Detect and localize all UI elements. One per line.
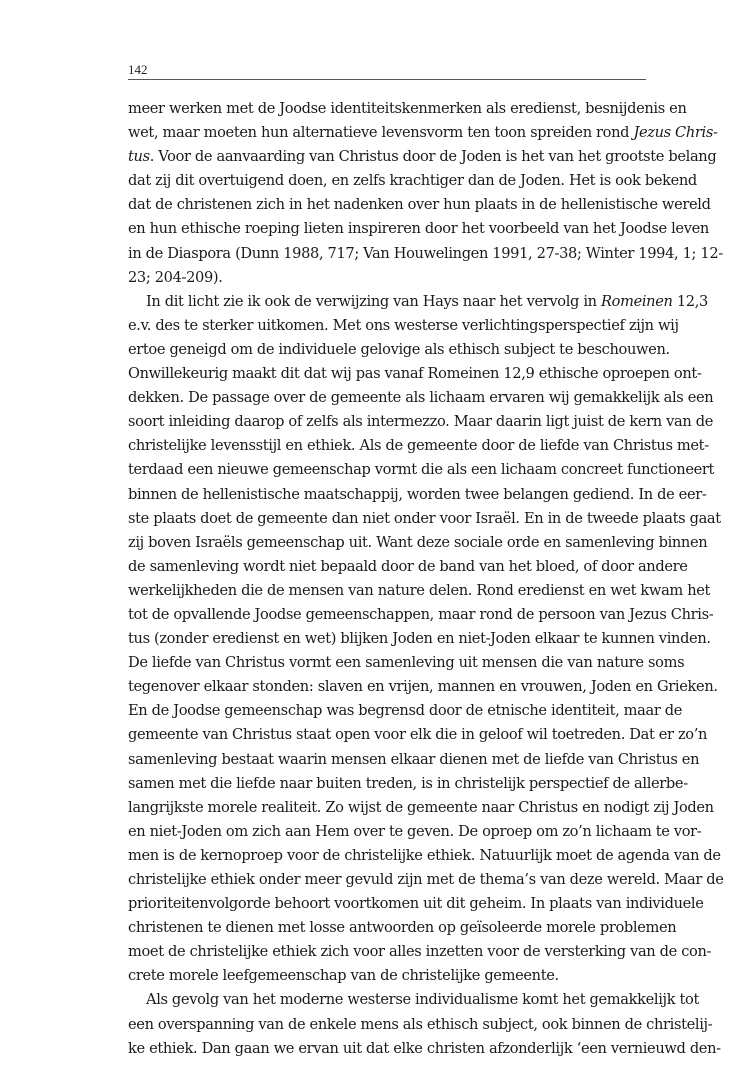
text-run: De liefde van Christus vormt een samenleving uit mensen die van nature soms	[128, 654, 685, 672]
text-line	[128, 796, 714, 820]
text-line	[128, 772, 688, 796]
text-line	[128, 338, 670, 362]
page-number: 142	[128, 62, 148, 77]
text-line	[128, 1013, 713, 1037]
text-run: de samenleving wordt niet bepaald door de band van het bloed, of door andere	[128, 557, 688, 575]
text-run: gemeente van Christus staat open voor elk die in geloof wil toetreden. Dat er zo’n	[128, 726, 708, 744]
text-line	[128, 675, 718, 699]
text-line	[128, 916, 677, 940]
text-run: men is de kernoproep voor de christelijke ethiek. Natuurlijk moet de agenda van de	[128, 846, 721, 864]
text-run: binnen de hellenistische maatschappij, worden twee belangen gediend. In de eer-	[128, 485, 707, 503]
text-run: zij boven Israëls gemeenschap uit. Want deze sociale orde en samenleving binnen	[128, 533, 708, 551]
text-line	[128, 579, 711, 603]
italic-text: Jezus Chris-	[633, 124, 718, 142]
text-line	[128, 651, 685, 675]
text-run: En de Joodse gemeenschap was begrensd door de etnische identiteit, maar de	[128, 702, 683, 720]
text-run: dekken. De passage over de gemeente als lichaam ervaren wij gemakkelijk als een	[128, 389, 714, 407]
text-run: en niet-Joden om zich aan Hem over te geven. De oproep om zo’n lichaam te vor-	[128, 822, 702, 840]
paragraph	[128, 97, 723, 290]
text-run: werkelijkheden die de mensen van nature delen. Rond eredienst en wet kwam het	[128, 581, 711, 599]
text-line	[128, 868, 724, 892]
text-line	[128, 483, 707, 507]
text-line	[128, 97, 687, 121]
text-line	[128, 434, 709, 458]
text-line	[128, 314, 679, 338]
text-line	[128, 748, 700, 772]
italic-text: Romeinen	[601, 292, 673, 310]
text-line	[128, 627, 711, 651]
text-line	[128, 145, 717, 169]
paragraph	[128, 988, 721, 1060]
text-line	[128, 723, 708, 747]
text-run: Onwillekeurig maakt dit dat wij pas vanaf Romeinen 12,9 ethische oproepen ont-	[128, 365, 702, 383]
text-line	[128, 892, 704, 916]
text-run: christelijke levensstijl en ethiek. Als de gemeente door de liefde van Christus met-	[128, 437, 709, 455]
text-line	[128, 217, 709, 241]
text-run: 23; 204-209).	[128, 268, 223, 286]
paragraph	[128, 290, 724, 989]
text-run: samenleving bestaat waarin mensen elkaar dienen met de liefde van Christus en	[128, 750, 700, 768]
text-line	[128, 820, 702, 844]
body-text	[128, 97, 724, 1061]
text-run: een overspanning van de enkele mens als ethisch subject, ook binnen de christelij-	[128, 1015, 713, 1033]
text-run: dat zij dit overtuigend doen, en zelfs krachtiger dan de Joden. Het is ook bekend	[128, 172, 697, 190]
text-run: ke ethiek. Dan gaan we ervan uit dat elke christen afzonderlijk ‘een vernieuwd den-	[128, 1039, 721, 1057]
text-line	[128, 193, 711, 217]
text-run: Als gevolg van het moderne westerse individualisme komt het gemakkelijk tot	[146, 991, 699, 1009]
text-run: . Voor de aanvaarding van Christus door de Joden is het van het grootste belang	[149, 148, 717, 166]
text-run: samen met die liefde naar buiten treden, is in christelijk perspectief de allerbe-	[128, 774, 688, 792]
text-line	[128, 458, 715, 482]
text-line	[128, 507, 721, 531]
text-run: crete morele leefgemeenschap van de christelijke gemeente.	[128, 967, 559, 985]
text-line	[128, 964, 646, 988]
header-rule	[128, 79, 646, 80]
text-run: ste plaats doet de gemeente dan niet onder voor Israël. En in de tweede plaats gaat	[128, 509, 721, 527]
text-run: tus (zonder eredienst en wet) blijken Joden en niet-Joden elkaar te kunnen vinden.	[128, 630, 711, 648]
text-run: tot de opvallende Joodse gemeenschappen, maar rond de persoon van Jezus Chris-	[128, 605, 714, 623]
text-run: In dit licht zie ik ook de verwijzing van Hays naar het vervolg in	[146, 292, 601, 310]
text-run: christenen te dienen met losse antwoorden op geïsoleerde morele problemen	[128, 919, 677, 937]
text-line	[128, 603, 714, 627]
text-line	[128, 699, 683, 723]
text-line	[128, 555, 688, 579]
text-line	[128, 266, 646, 290]
text-run: ertoe geneigd om de individuele gelovige als ethisch subject te beschouwen.	[128, 340, 670, 358]
text-run: moet de christelijke ethiek zich voor alles inzetten voor de versterking van de con-	[128, 943, 712, 961]
text-line	[128, 531, 708, 555]
text-run: e.v. des te sterker uitkomen. Met ons westerse verlichtingsperspectief zijn wij	[128, 316, 679, 334]
text-run: langrijkste morele realiteit. Zo wijst de gemeente naar Christus en nodigt zij Joden	[128, 798, 714, 816]
text-line	[128, 362, 702, 386]
text-run: meer werken met de Joodse identiteitskenmerken als eredienst, besnijdenis en	[128, 100, 687, 117]
text-line	[128, 1037, 721, 1061]
text-run: dat de christenen zich in het nadenken over hun plaats in de hellenistische wereld	[128, 196, 711, 214]
text-run: in de Diaspora (Dunn 1988, 717; Van Houwelingen 1991, 27-38; Winter 1994, 1; 12-	[128, 244, 723, 262]
text-run: prioriteitenvolgorde behoort voortkomen uit dit geheim. In plaats van individuele	[128, 895, 704, 913]
italic-text: tus	[128, 148, 150, 166]
text-run: christelijke ethiek onder meer gevuld zijn met de thema’s van deze wereld. Maar de	[128, 871, 724, 888]
text-run: terdaad een nieuwe gemeenschap vormt die als een lichaam concreet functioneert	[128, 461, 715, 479]
text-run: en hun ethische roeping lieten inspireren door het voorbeeld van het Joodse leven	[128, 220, 709, 238]
text-line	[128, 410, 713, 434]
text-run: wet, maar moeten hun alternatieve levensvorm ten toon spreiden rond	[128, 124, 634, 142]
text-line	[128, 242, 723, 266]
text-line	[128, 169, 697, 193]
text-line	[128, 988, 699, 1012]
text-line	[128, 386, 714, 410]
text-line	[128, 290, 708, 314]
text-run: soort inleiding daarop of zelfs als intermezzo. Maar daarin ligt juist de kern van de	[128, 413, 713, 431]
text-line	[128, 121, 718, 145]
text-run: tegenover elkaar stonden: slaven en vrijen, mannen en vrouwen, Joden en Grieken.	[128, 678, 718, 696]
text-line	[128, 844, 721, 868]
text-run: 12,3	[672, 292, 708, 310]
text-line	[128, 940, 712, 964]
